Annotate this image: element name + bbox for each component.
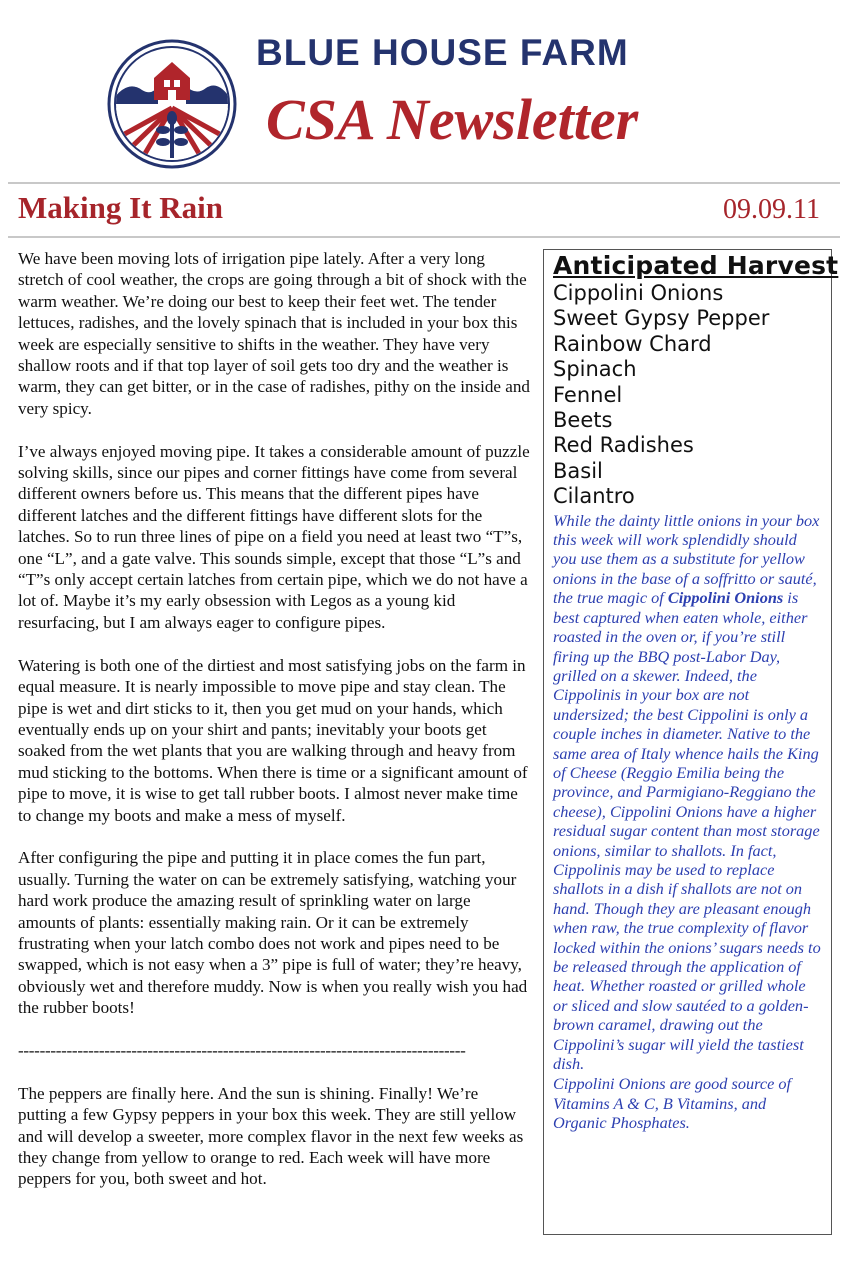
- masthead: [0, 0, 863, 180]
- article-paragraph: We have been moving lots of irrigation pipe lately. After a very long stretch of cool weather, the crops are going through a bit of shock with the warm weather. We’re doing our best to keep their feet wet. The tender lettuces, radishes, and the lovely spinach that is included in your box this week are especially sensitive to shifts in the weather. They have very shallow roots and if that top layer of soil gets too dry and the weather is warm, they can get bitter, or in the case of radishes, pithy on the inside and very spicy.: [18, 249, 530, 418]
- headline-rule: [8, 236, 840, 238]
- header-rule: [8, 182, 840, 184]
- harvest-item: Cilantro: [553, 484, 635, 509]
- harvest-list: [553, 281, 823, 510]
- article-paragraph: I’ve always enjoyed moving pipe. It takes a considerable amount of puzzle solving skills, since our pipes and corner fittings have come from several different owners before us. This means that the different pipes have different latches and the different fittings have different slots for the latches. So to run three lines of pipe on a field you need at least two “T”s, one “L”, and a gate valve. This sounds simple, except that those “L”s and “T”s only accept certain latches from certain pipe, which we do not have a lot of. Maybe it’s my early obsession with Legos as a young kid resurfacing, but I am always eager to configure pipes.: [18, 441, 530, 632]
- article-paragraph: The peppers are finally here. And the sun is shining. Finally! We’re putting a few Gypsy peppers in your box this week. They are still yellow and will develop a sweeter, more complex flavor in the next few weeks as they change from yellow to orange to red. Each week will have more peppers for you, both sweet and hot.: [18, 1083, 524, 1189]
- harvest-item: Fennel: [553, 382, 623, 407]
- farm-logo-icon: [106, 38, 238, 170]
- harvest-item: Spinach: [553, 357, 637, 382]
- note-highlight: Cippolini Onions: [667, 588, 784, 608]
- harvest-item: Sweet Gypsy Pepper: [553, 306, 770, 331]
- cippolini-note: [553, 511, 823, 1074]
- harvest-sidebar: [543, 249, 839, 1235]
- article-paragraph: After configuring the pipe and putting it in place comes the fun part, usually. Turning the water on can be extremely satisfying, watching your hard work produce the amazing result of sprinkling water on large amounts of plants: essentially making rain. Or it can be extremely frustrating when your latch combo does not work and pipes need to be swapped, which is not easy when a 3” pipe is full of water; they’re heavy, obviously wet and therefore muddy. Now is when you really wish you had the rubber boots!: [18, 848, 528, 1018]
- harvest-item: Beets: [553, 408, 613, 433]
- harvest-item: Basil: [553, 458, 603, 483]
- section-divider: -----------------------------------------------------------------------------------: [18, 1040, 466, 1060]
- nutrition-note: Cippolini Onions are good source of Vitamins A & C, B Vitamins, and Organic Phosphates.: [553, 1074, 792, 1133]
- newsletter-title: CSA Newsletter: [266, 87, 639, 152]
- harvest-item: Rainbow Chard: [553, 331, 712, 356]
- harvest-item: Cippolini Onions: [553, 281, 724, 305]
- issue-date: 09.09.11: [723, 194, 820, 225]
- sidebar-title: Anticipated Harvest: [553, 251, 839, 280]
- note-text: While the dainty little onions in your box this week will work splendidly should you use them as a substitute for yellow onions in the base of a soffritto or sauté, the true magic of: [553, 510, 820, 608]
- note-text: is best captured when eaten whole, either roasted in the oven or, if you’re still firing up the BBQ post-Labor Day, grilled on a skewer. Indeed, the Cippolinis in your box are not undersized; the best Cippolini is only a couple inches in diameter. Native to the same area of Italy whence hails the King of Cheese (Reggio Emilia being the province, and Parmigiano-Reggiano the cheese), Cippolini Onions have a higher residual sugar content than most storage onions, similar to shallots. In fact, Cippolinis may be used to replace shallots in a dish if shallots are not on hand. Though they are pleasant enough when raw, the true complexity of flavor locked within the onions’ sugars needs to be released through the application of heat. Whether roasted or grilled whole or sliced and slow sautéed to a golden-brown caramel, drawing out the Cippolini’s sugar will yield the tastiest dish.: [553, 588, 821, 1074]
- article-headline: Making It Rain: [18, 190, 223, 225]
- article-paragraph: Watering is both one of the dirtiest and most satisfying jobs on the farm in equal measure. It is nearly impossible to move pipe and stay clean. The pipe is wet and dirt sticks to it, then you get mud on your hands, which eventually ends up on your shirt and pants; inevitably your boots get soaked from the wet plants that you are walking through and heavy from mud sticking to the bottoms. When there is time or a significant amount of pipe to move, it is wise to get tall rubber boots. I almost never make time to change my boots and make a mess of myself.: [18, 655, 528, 825]
- harvest-item: Red Radishes: [553, 433, 694, 458]
- article-body: [18, 248, 530, 1211]
- farm-name: BLUE HOUSE FARM: [256, 32, 629, 73]
